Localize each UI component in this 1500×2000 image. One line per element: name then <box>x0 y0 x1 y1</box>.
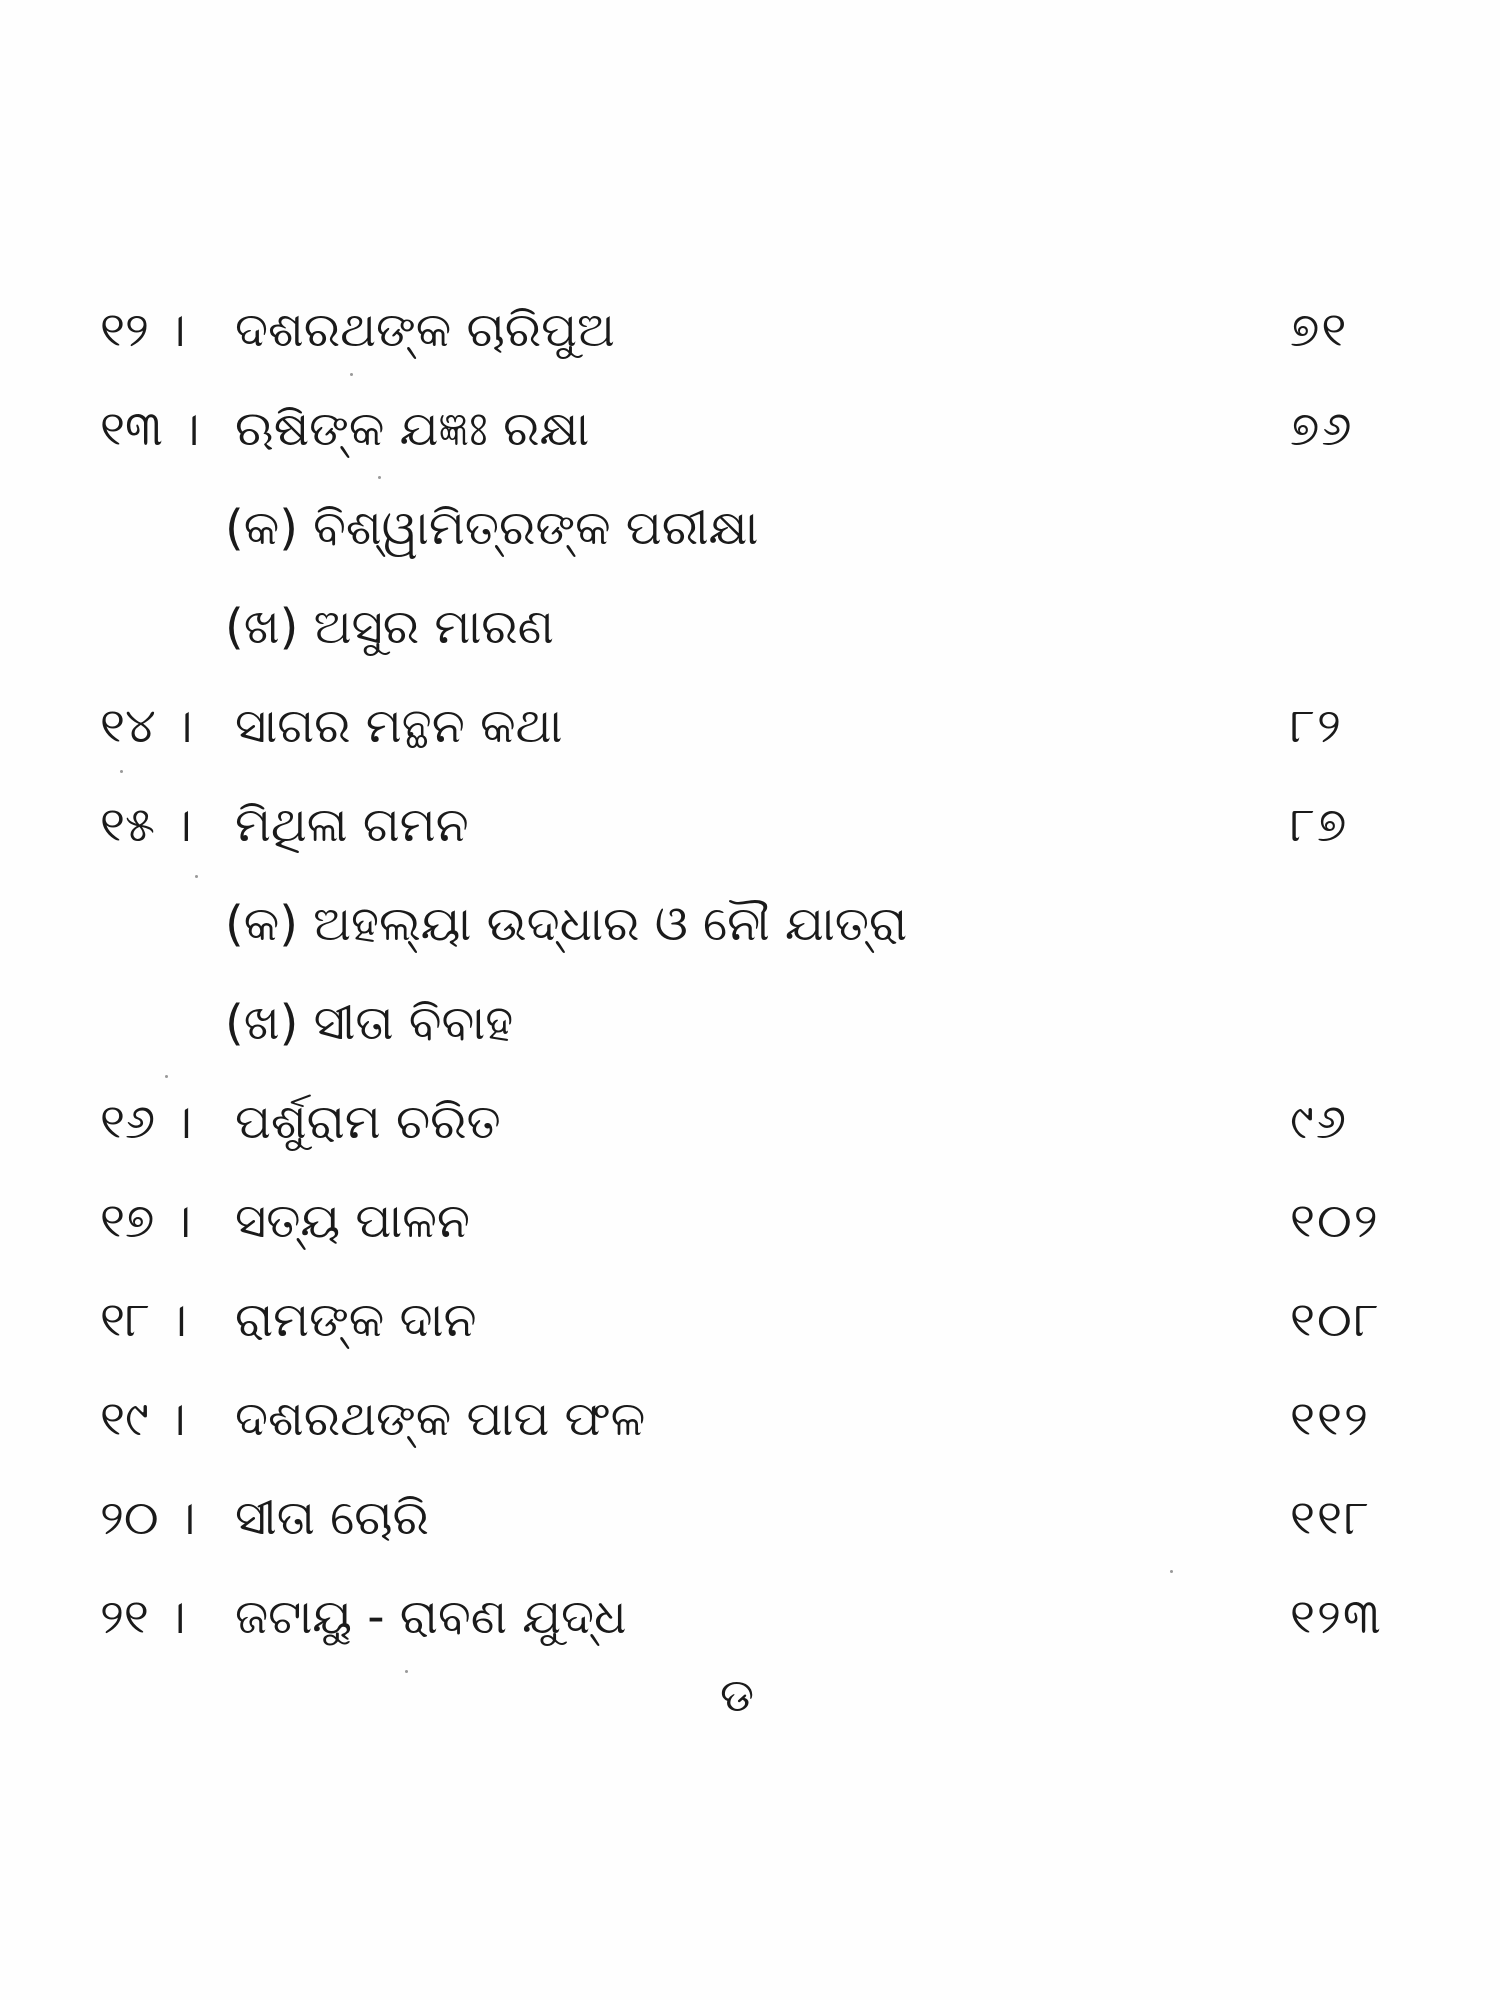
chapter-number: ୧୩ । <box>100 401 200 457</box>
table-of-contents <box>100 295 1430 1681</box>
chapter-title: ଋଷିଙ୍କ ଯଜ୍ଞଃ ରକ୍ଷା <box>235 401 590 457</box>
toc-entry <box>100 790 1430 889</box>
chapter-number: ୧୫ । <box>100 797 192 853</box>
chapter-title: ସତ୍ୟ ପାଳନ <box>235 1193 470 1249</box>
toc-entry <box>100 1285 1430 1384</box>
subsection-title: (କ) ବିଶ୍ୱାମିତ୍ରଙ୍କ ପରୀକ୍ଷା <box>225 500 759 556</box>
page-number: ୧୦୨ <box>1290 1193 1380 1249</box>
chapter-number: ୧୬ । <box>100 1094 193 1150</box>
page-number: ୧୦୮ <box>1290 1292 1381 1348</box>
toc-entry <box>100 1384 1430 1483</box>
chapter-number: ୧୮ । <box>100 1292 187 1348</box>
print-speck <box>405 1670 408 1673</box>
page-number: ୮୭ <box>1290 797 1349 853</box>
chapter-title: ରାମଙ୍କ ଦାନ <box>235 1292 477 1348</box>
chapter-number: ୧୪ । <box>100 698 193 754</box>
subsection-title: (ଖ) ଅସୁର ମାରଣ <box>225 599 554 655</box>
chapter-number: ୨୧ । <box>100 1589 186 1645</box>
print-speck <box>120 770 123 773</box>
page-number: ୧୧୮ <box>1290 1490 1372 1546</box>
toc-entry <box>100 1483 1430 1582</box>
toc-entry <box>100 1087 1430 1186</box>
toc-subentry <box>100 889 1430 988</box>
page-number: ୮୨ <box>1290 698 1343 754</box>
page-number: ୧୧୨ <box>1290 1391 1370 1447</box>
toc-subentry <box>100 988 1430 1087</box>
chapter-number: ୨୦ । <box>100 1490 196 1546</box>
chapter-title: ମିଥିଳା ଗମନ <box>235 797 469 853</box>
print-speck <box>195 875 198 878</box>
chapter-title: ସାଗର ମନ୍ଥନ କଥା <box>235 698 563 754</box>
chapter-title: ପର୍ଶୁରାମ ଚରିତ <box>235 1094 501 1150</box>
chapter-title: ଦଶରଥଙ୍କ ଚାରିପୁଅ <box>235 302 615 358</box>
toc-subentry <box>100 493 1430 592</box>
print-speck <box>350 373 353 376</box>
subsection-title: (ଖ) ସୀତା ବିବାହ <box>225 995 514 1051</box>
folio-page-marker: ଡ <box>720 1668 755 1722</box>
chapter-title: ଦଶରଥଙ୍କ ପାପ ଫଳ <box>235 1391 646 1447</box>
subsection-title: (କ) ଅହଲ୍ୟା ଉଦ୍ଧାର ଓ ନୌ ଯାତ୍ରା <box>225 896 908 952</box>
toc-entry <box>100 691 1430 790</box>
toc-subentry <box>100 592 1430 691</box>
page-number: ୭୬ <box>1290 401 1354 457</box>
chapter-title: ସୀତା ଚୋରି <box>235 1490 429 1546</box>
print-speck <box>378 476 381 479</box>
print-speck <box>1170 1570 1173 1573</box>
page-number: ୯୬ <box>1290 1094 1349 1150</box>
toc-entry <box>100 394 1430 493</box>
chapter-number: ୧୭ । <box>100 1193 192 1249</box>
toc-entry <box>100 295 1430 394</box>
chapter-number: ୧୨ । <box>100 302 186 358</box>
page-number: ୭୧ <box>1290 302 1349 358</box>
toc-entry <box>100 1582 1430 1681</box>
print-speck <box>165 1075 168 1078</box>
chapter-title: ଜଟାୟୁ - ରାବଣ ଯୁଦ୍ଧ <box>235 1589 627 1645</box>
chapter-number: ୧୯ । <box>100 1391 186 1447</box>
page-number: ୧୨୩ <box>1290 1589 1383 1645</box>
toc-entry <box>100 1186 1430 1285</box>
